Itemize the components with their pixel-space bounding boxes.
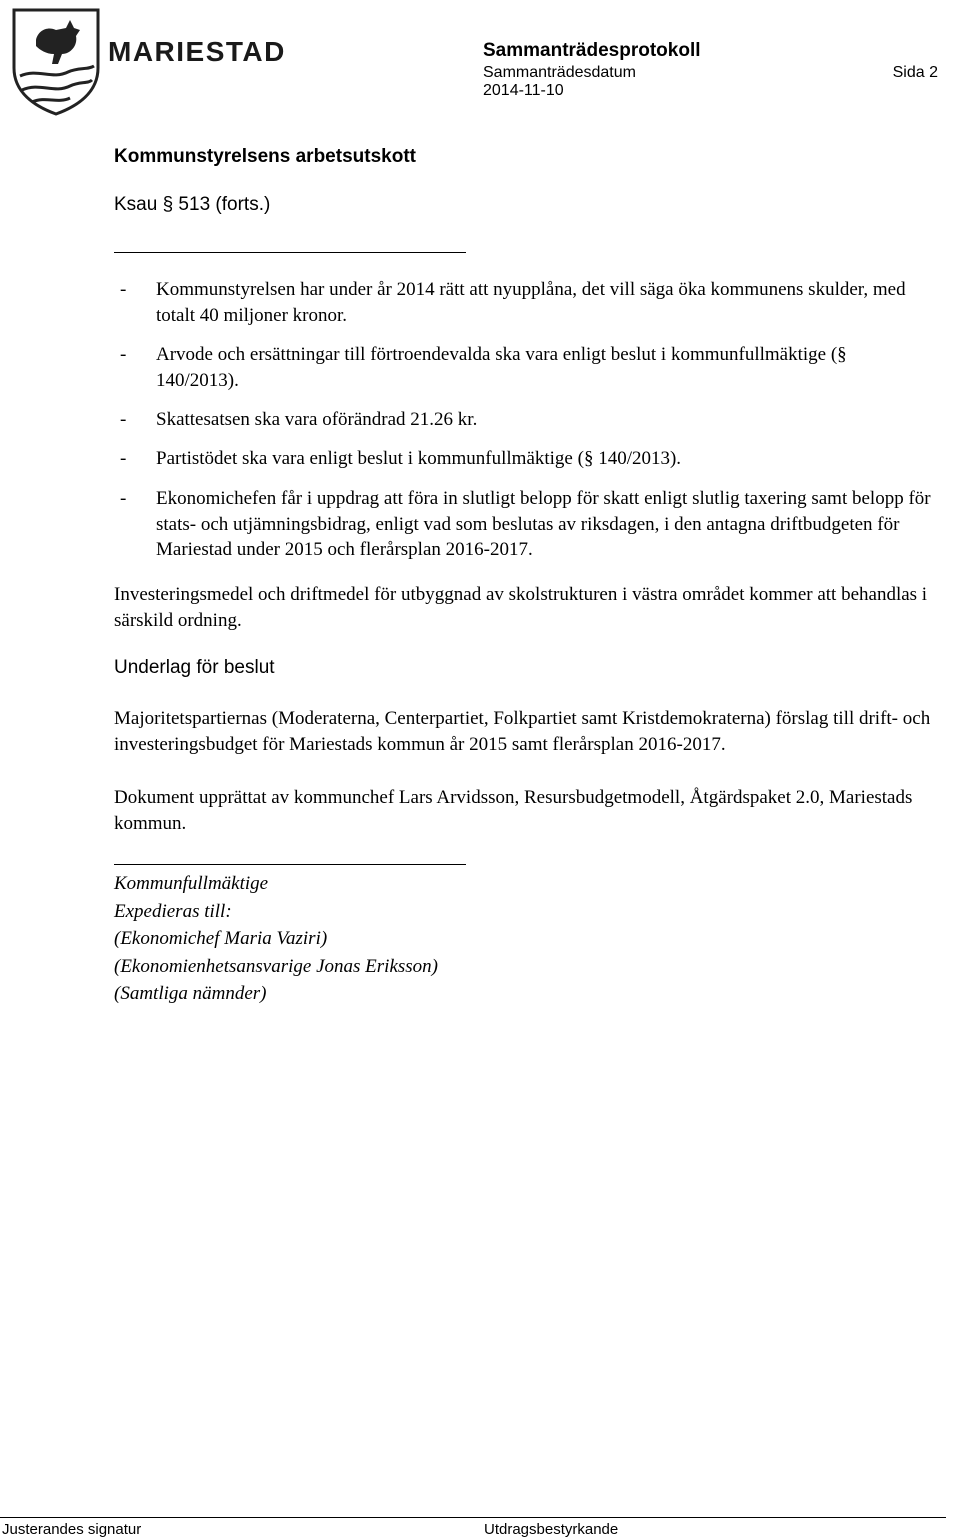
meeting-date: 2014-11-10 bbox=[483, 82, 564, 99]
distribution-recipient: (Samtliga nämnder) bbox=[114, 983, 267, 1004]
basis-heading: Underlag för beslut bbox=[114, 657, 275, 678]
certification-label: Utdragsbestyrkande bbox=[484, 1521, 619, 1538]
bullet-text: Kommunstyrelsen har under år 2014 rätt att nyupplåna, det vill säga öka kommunens skulder, med totalt 40 miljoner kronor. bbox=[156, 279, 906, 326]
majority-proposal-paragraph: Majoritetspartiernas (Moderaterna, Centerpartiet, Folkpartiet samt Kristdemokraterna) förslag till drift- och investeringsbudget för Mariestads kommun år 2015 samt flerårsplan 2016-2017. bbox=[114, 708, 931, 755]
bullet-dash: - bbox=[120, 279, 127, 300]
document-paragraph: Dokument upprättat av kommunchef Lars Arvidsson, Resursbudgetmodell, Åtgärdspaket 2.0, Mariestads kommun. bbox=[114, 787, 913, 834]
distribution-heading: Expedieras till: bbox=[114, 900, 232, 922]
distribution-list bbox=[114, 870, 438, 1008]
date-label: Sammanträdesdatum bbox=[483, 64, 636, 81]
page-number: Sida 2 bbox=[892, 64, 938, 81]
investment-paragraph: Investeringsmedel och driftmedel för utbyggnad av skolstrukturen i västra området kommer att behandlas i särskild ordning. bbox=[114, 584, 928, 631]
distribution-recipient: (Ekonomichef Maria Vaziri) bbox=[114, 928, 328, 949]
bullet-text: Skattesatsen ska vara oförändrad 21.26 kr. bbox=[156, 409, 478, 430]
bullet-text: Arvode och ersättningar till förtroendevalda ska vara enligt beslut i kommunfullmäktige (§ 140/2013). bbox=[156, 344, 847, 391]
bullet-dash: - bbox=[120, 344, 127, 365]
distribution-recipient: Kommunfullmäktige bbox=[114, 873, 269, 894]
bullet-text: Partistödet ska vara enligt beslut i kommunfullmäktige (§ 140/2013). bbox=[156, 448, 682, 469]
bullet-dash: - bbox=[120, 409, 127, 430]
bullet-dash: - bbox=[120, 448, 127, 469]
committee-heading: Kommunstyrelsens arbetsutskott bbox=[114, 146, 416, 167]
divider bbox=[114, 252, 466, 253]
bullet-text: Ekonomichefen får i uppdrag att föra in slutligt belopp för skatt enligt slutlig taxering samt belopp för stats- och utjämningsbidrag, enligt vad som beslutas av riksdagen, i den antagna driftbudgeten för Mariestad under 2015 och flerårsplan 2016-2017. bbox=[156, 488, 931, 560]
protocol-title: Sammanträdesprotokoll bbox=[483, 40, 701, 61]
bullet-dash: - bbox=[120, 488, 127, 509]
distribution-recipient: (Ekonomienhetsansvarige Jonas Eriksson) bbox=[114, 955, 438, 977]
signature-label: Justerandes signatur bbox=[2, 1521, 142, 1538]
org-name: MARIESTAD bbox=[108, 36, 286, 67]
section-heading: Ksau § 513 (forts.) bbox=[114, 194, 271, 215]
crest-icon bbox=[8, 6, 104, 118]
footer-divider bbox=[0, 1517, 946, 1518]
divider bbox=[114, 864, 466, 865]
